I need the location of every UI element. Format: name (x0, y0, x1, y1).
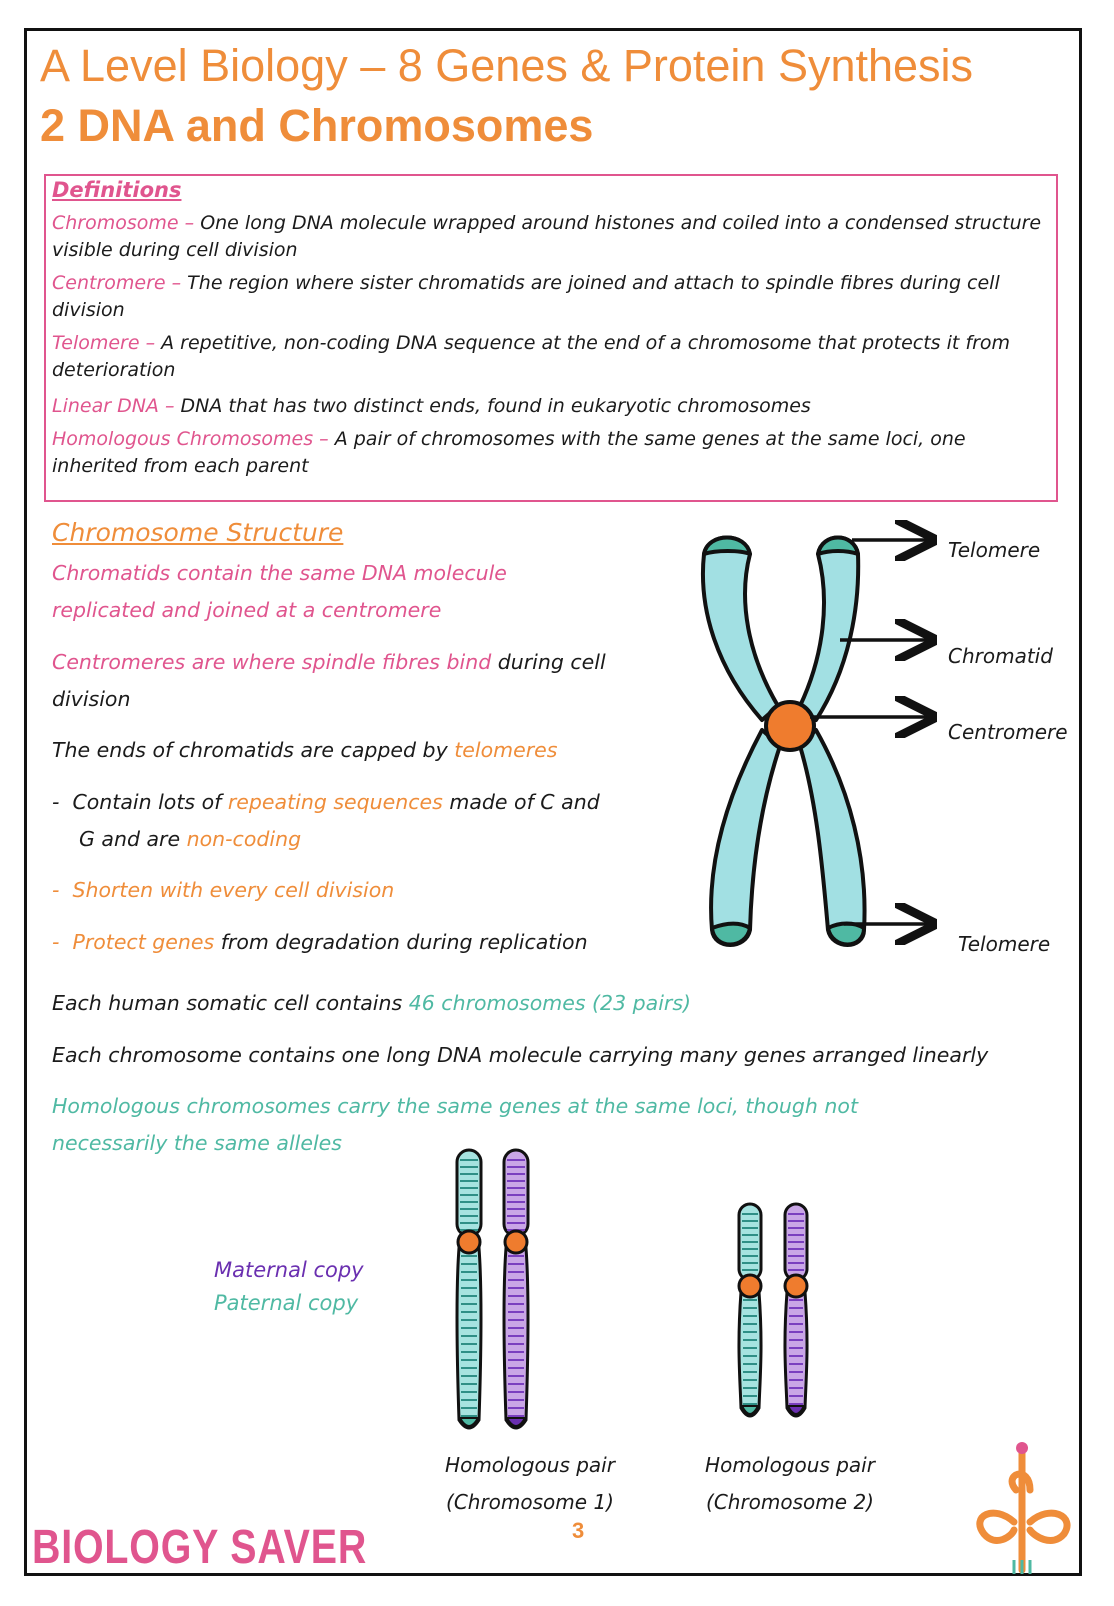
definition-item (52, 270, 1052, 324)
label-telomere-bottom: Telomere (958, 932, 1051, 956)
legend-maternal: Maternal copy (214, 1258, 364, 1282)
definition-text: DNA that has two distinct ends, found in eukaryotic chromosomes (180, 395, 811, 417)
maternal-chromosome-2-lower-arm (785, 1292, 807, 1416)
legend-paternal: Paternal copy (214, 1291, 359, 1315)
chromatid-arm (703, 538, 778, 721)
bullet-item (52, 784, 600, 821)
fact-text: Each human somatic cell contains (52, 991, 403, 1015)
brand-logo-text: BIOLOGY SAVER (32, 1521, 368, 1574)
page-title: A Level Biology – 8 Genes & Protein Synthesis (40, 40, 974, 91)
highlight: telomeres (454, 738, 558, 762)
bullet-item (52, 872, 394, 909)
bullet-dash: - (52, 930, 60, 954)
definition-text: A pair of chromosomes with the same genes at the same loci, one inherited from each parent (52, 428, 966, 477)
definition-item (52, 426, 1052, 480)
structure-line: division (52, 687, 131, 711)
pair-caption-line: Homologous pair (445, 1453, 615, 1477)
page-subtitle: 2 DNA and Chromosomes (40, 100, 594, 151)
homologous-pairs-diagram (440, 1140, 880, 1440)
label-chromatid: Chromatid (948, 644, 1053, 668)
bullet-text: from degradation during replication (220, 930, 588, 954)
structure-paragraph (52, 644, 606, 681)
telomere-cap (712, 924, 750, 945)
definition-item (52, 330, 1052, 384)
definition-term: Homologous Chromosomes – (52, 428, 329, 450)
definition-term: Centromere – (52, 272, 182, 294)
telomere-cap (704, 538, 750, 555)
bullet-text: Shorten with every cell division (72, 878, 395, 902)
centromere-dot (505, 1231, 527, 1253)
definition-text: A repetitive, non-coding DNA sequence at the end of a chromosome that protects it from deterioration (52, 332, 1011, 381)
definitions-heading: Definitions (52, 178, 182, 202)
fact-line (52, 985, 691, 1022)
highlight: Centromeres are where spindle fibres bind (52, 650, 492, 674)
label-telomere-top: Telomere (948, 538, 1041, 562)
centromere-dot (739, 1275, 761, 1297)
highlight: 46 chromosomes (23 pairs) (408, 991, 692, 1015)
pair-caption (680, 1447, 900, 1521)
definition-item (52, 393, 1052, 420)
pair-caption-line: (Chromosome 1) (446, 1490, 614, 1514)
fact-line: necessarily the same alleles (52, 1131, 342, 1155)
pair-caption-line: Homologous pair (705, 1453, 875, 1477)
highlight: non-coding (186, 827, 302, 851)
paragraph-text: The ends of chromatids are capped by (52, 738, 448, 762)
bullet-text: Contain lots of (72, 790, 222, 814)
paternal-chromosome-2-lower-arm (739, 1292, 761, 1416)
definition-text: The region where sister chromatids are joined and attach to spindle fibres during cell division (52, 272, 1000, 321)
pair-caption (420, 1447, 640, 1521)
bullet-continuation (79, 821, 301, 858)
structure-line: Chromatids contain the same DNA molecule (52, 561, 507, 585)
bullet-text: made of C and (449, 790, 600, 814)
structure-line: replicated and joined at a centromere (52, 598, 442, 622)
trna-icon (972, 1440, 1082, 1576)
centromere-dot (785, 1275, 807, 1297)
bullet-dash: - (52, 790, 60, 814)
highlight: repeating sequences (227, 790, 443, 814)
paragraph-text: during cell (497, 650, 606, 674)
bullet-text: G and are (79, 827, 181, 851)
fact-line: Each chromosome contains one long DNA molecule carrying many genes arranged linearly (52, 1043, 989, 1067)
bullet-item (52, 924, 588, 961)
chromatid-arm (711, 730, 780, 945)
pair-caption-line: (Chromosome 2) (706, 1490, 874, 1514)
highlight: Protect genes (72, 930, 215, 954)
bullet-dash: - (52, 878, 60, 902)
definition-item (52, 210, 1052, 264)
fact-line: Homologous chromosomes carry the same genes at the same loci, though not (52, 1094, 858, 1118)
definition-term: Linear DNA – (52, 395, 175, 417)
definition-term: Telomere – (52, 332, 156, 354)
definition-term: Chromosome – (52, 212, 195, 234)
structure-paragraph (52, 732, 557, 769)
label-arrows (790, 520, 950, 950)
label-centromere: Centromere (948, 720, 1068, 744)
page-number: 3 (572, 1518, 585, 1543)
structure-heading: Chromosome Structure (52, 518, 344, 547)
centromere-dot (458, 1231, 480, 1253)
definition-text: One long DNA molecule wrapped around histones and coiled into a condensed structure visible during cell division (52, 212, 1042, 261)
